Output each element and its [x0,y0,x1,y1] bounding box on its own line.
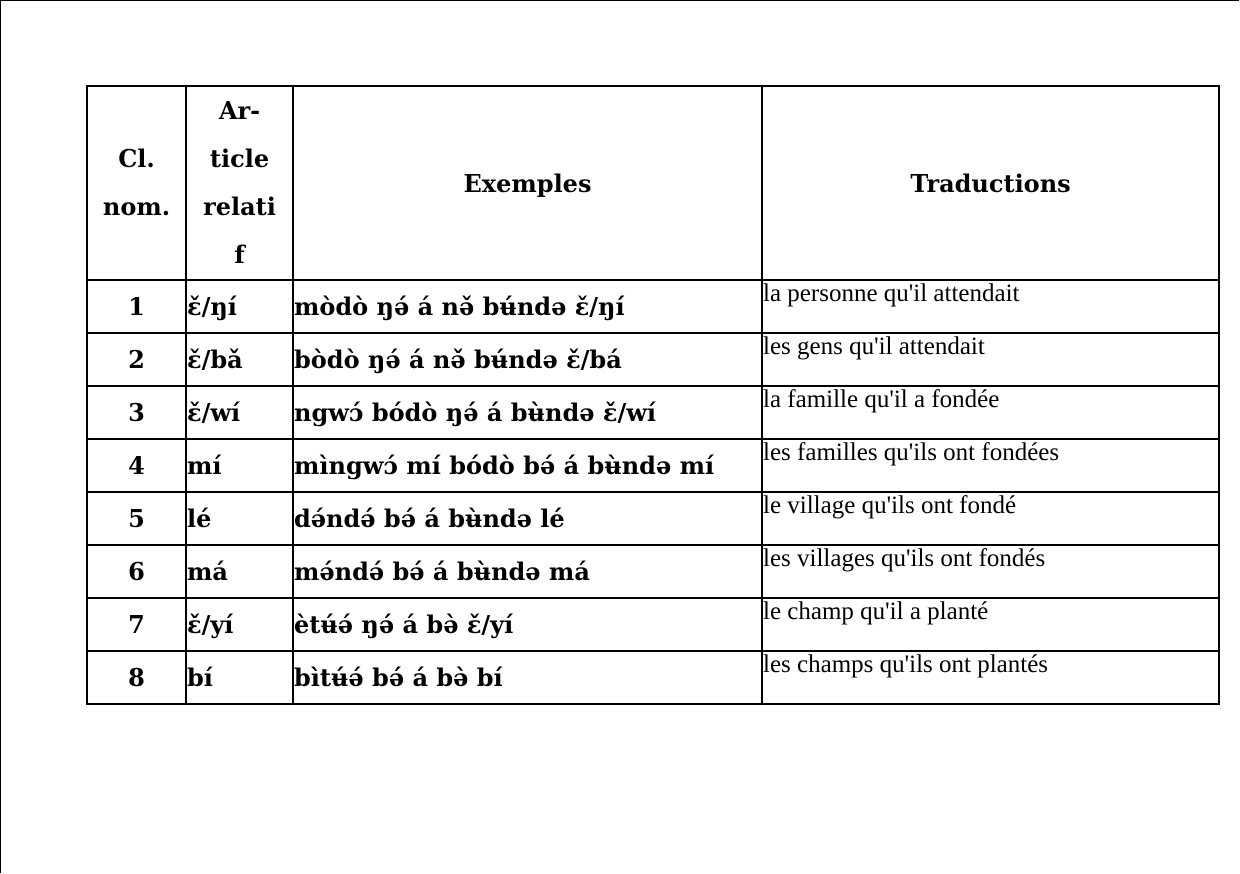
header-class-line: nom. [102,192,171,221]
header-article-relatif [186,86,293,280]
translation-cell: la famille qu'il a fondée [762,386,1219,439]
header-article-line: relati [203,192,276,221]
class-number-cell: 5 [87,492,186,545]
class-number-cell: 7 [87,598,186,651]
example-cell: mə́ndə́ bə́ á bʉ̀ndə má [293,545,762,598]
class-number-cell: 1 [87,280,186,333]
example-cell: ètʉ́ə́ ŋə́ á bə̀ ɛ̌/yí [293,598,762,651]
class-number-cell: 2 [87,333,186,386]
header-class-nominale [87,86,186,280]
class-number-cell: 4 [87,439,186,492]
table-row [87,439,1219,492]
translation-cell: le champ qu'il a planté [762,598,1219,651]
example-cell: mòdò ŋə́ á nə̌ bʉ́ndə ɛ̌/ŋí [293,280,762,333]
table-row [87,545,1219,598]
article-cell: bí [186,651,293,704]
table-row [87,492,1219,545]
table-row [87,651,1219,704]
translation-cell: les gens qu'il attendait [762,333,1219,386]
header-exemples: Exemples [293,86,762,280]
article-cell: lé [186,492,293,545]
translation-cell: les villages qu'ils ont fondés [762,545,1219,598]
table-row [87,280,1219,333]
table-row [87,386,1219,439]
header-row [87,86,1219,280]
example-cell: bòdò ŋə́ á nə̌ bʉ́ndə ɛ̌/bá [293,333,762,386]
header-article-line: ticle [209,144,270,173]
example-cell: ngwɔ́ bódò ŋə́ á bʉ̀ndə ɛ̌/wí [293,386,762,439]
article-cell: ɛ̌/bǎ [186,333,293,386]
relative-article-table [86,85,1220,705]
class-number-cell: 8 [87,651,186,704]
header-article-line: Ar- [218,96,261,125]
example-cell: də́ndə́ bə́ á bʉ̀ndə lé [293,492,762,545]
header-class-line: Cl. [118,144,155,173]
translation-cell: les champs qu'ils ont plantés [762,651,1219,704]
class-number-cell: 6 [87,545,186,598]
header-traductions: Traductions [762,86,1219,280]
article-cell: má [186,545,293,598]
article-cell: ɛ̌/yí [186,598,293,651]
translation-cell: la personne qu'il attendait [762,280,1219,333]
article-cell: ɛ̌/ŋí [186,280,293,333]
table-row [87,333,1219,386]
class-number-cell: 3 [87,386,186,439]
article-cell: ɛ̌/wí [186,386,293,439]
header-article-line: f [234,240,245,269]
article-cell: mí [186,439,293,492]
example-cell: mìngwɔ́ mí bódò bə́ á bʉ̀ndə mí [293,439,762,492]
example-cell: bìtʉ́ə́ bə́ á bə̀ bí [293,651,762,704]
translation-cell: le village qu'ils ont fondé [762,492,1219,545]
table-row [87,598,1219,651]
translation-cell: les familles qu'ils ont fondées [762,439,1219,492]
